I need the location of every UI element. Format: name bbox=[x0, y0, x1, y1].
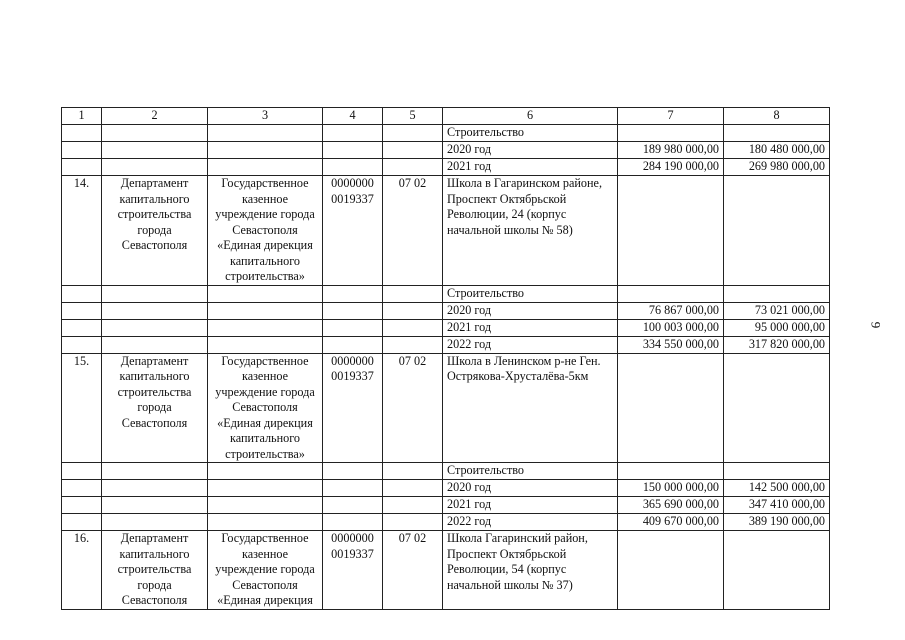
col-header: 6 bbox=[443, 108, 618, 125]
table-row bbox=[62, 497, 830, 514]
entry-number: 15. bbox=[62, 353, 102, 463]
table-row bbox=[62, 336, 830, 353]
entry-department: Департамент капитального строительства города Севастополя bbox=[102, 353, 208, 463]
cell-amount: 100 003 000,00 bbox=[618, 319, 724, 336]
entry-code: 0000000 0019337 bbox=[323, 531, 383, 610]
entry-number: 16. bbox=[62, 531, 102, 610]
cell-amount: 189 980 000,00 bbox=[618, 142, 724, 159]
cell-amount: 347 410 000,00 bbox=[724, 497, 830, 514]
col-header: 5 bbox=[383, 108, 443, 125]
col-header: 3 bbox=[208, 108, 323, 125]
cell-type: Строительство bbox=[443, 125, 618, 142]
cell-amount bbox=[618, 285, 724, 302]
cell-amount bbox=[618, 463, 724, 480]
col-header: 1 bbox=[62, 108, 102, 125]
cell-amount: 409 670 000,00 bbox=[618, 514, 724, 531]
col-header: 8 bbox=[724, 108, 830, 125]
col-header: 4 bbox=[323, 108, 383, 125]
cell-year: 2021 год bbox=[443, 497, 618, 514]
cell-year: 2021 год bbox=[443, 159, 618, 176]
cell-amount: 142 500 000,00 bbox=[724, 480, 830, 497]
cell-amount bbox=[618, 125, 724, 142]
cell-year: 2022 год bbox=[443, 514, 618, 531]
table-row bbox=[62, 285, 830, 302]
cell-year: 2020 год bbox=[443, 480, 618, 497]
cell-amount: 334 550 000,00 bbox=[618, 336, 724, 353]
table-row bbox=[62, 302, 830, 319]
entry-code: 0000000 0019337 bbox=[323, 176, 383, 286]
entry-number: 14. bbox=[62, 176, 102, 286]
table-row bbox=[62, 142, 830, 159]
cell-type: Строительство bbox=[443, 463, 618, 480]
table-row bbox=[62, 514, 830, 531]
entry-institution: Государственное казенное учреждение города Севастополя «Единая дирекция капитального строительства» bbox=[208, 176, 323, 286]
entry-row-15 bbox=[62, 353, 830, 463]
cell-amount bbox=[724, 285, 830, 302]
header-row bbox=[62, 108, 830, 125]
table-row bbox=[62, 480, 830, 497]
cell-year: 2020 год bbox=[443, 142, 618, 159]
cell-amount: 317 820 000,00 bbox=[724, 336, 830, 353]
entry-institution: Государственное казенное учреждение города Севастополя «Единая дирекция капитального строительства» bbox=[208, 353, 323, 463]
table-row bbox=[62, 319, 830, 336]
cell-amount: 269 980 000,00 bbox=[724, 159, 830, 176]
entry-section: 07 02 bbox=[383, 531, 443, 610]
entry-department: Департамент капитального строительства города Севастополя bbox=[102, 176, 208, 286]
cell-amount bbox=[724, 463, 830, 480]
table-row bbox=[62, 159, 830, 176]
col-header: 2 bbox=[102, 108, 208, 125]
entry-row-16 bbox=[62, 531, 830, 610]
entry-object: Школа в Гагаринском районе, Проспект Октябрьской Революции, 24 (корпус начальной школы № 58) bbox=[443, 176, 618, 286]
cell-type: Строительство bbox=[443, 285, 618, 302]
entry-object: Школа в Ленинском р-не Ген. Острякова-Хрусталёва-5км bbox=[443, 353, 618, 463]
cell-amount bbox=[724, 125, 830, 142]
entry-row-14 bbox=[62, 176, 830, 286]
table-row bbox=[62, 125, 830, 142]
cell-amount: 365 690 000,00 bbox=[618, 497, 724, 514]
budget-table bbox=[61, 107, 830, 610]
cell-amount: 73 021 000,00 bbox=[724, 302, 830, 319]
entry-institution: Государственное казенное учреждение города Севастополя «Единая дирекция bbox=[208, 531, 323, 610]
cell-amount: 389 190 000,00 bbox=[724, 514, 830, 531]
col-header: 7 bbox=[618, 108, 724, 125]
cell-amount: 150 000 000,00 bbox=[618, 480, 724, 497]
cell-amount: 76 867 000,00 bbox=[618, 302, 724, 319]
cell-year: 2021 год bbox=[443, 319, 618, 336]
entry-object: Школа Гагаринский район, Проспект Октябрьской Революции, 54 (корпус начальной школы № 37) bbox=[443, 531, 618, 610]
entry-department: Департамент капитального строительства города Севастополя bbox=[102, 531, 208, 610]
cell-amount: 95 000 000,00 bbox=[724, 319, 830, 336]
cell-year: 2020 год bbox=[443, 302, 618, 319]
cell-amount: 284 190 000,00 bbox=[618, 159, 724, 176]
page-number: 9 bbox=[868, 321, 884, 329]
entry-section: 07 02 bbox=[383, 353, 443, 463]
table-row bbox=[62, 463, 830, 480]
entry-code: 0000000 0019337 bbox=[323, 353, 383, 463]
cell-year: 2022 год bbox=[443, 336, 618, 353]
entry-section: 07 02 bbox=[383, 176, 443, 286]
cell-amount: 180 480 000,00 bbox=[724, 142, 830, 159]
